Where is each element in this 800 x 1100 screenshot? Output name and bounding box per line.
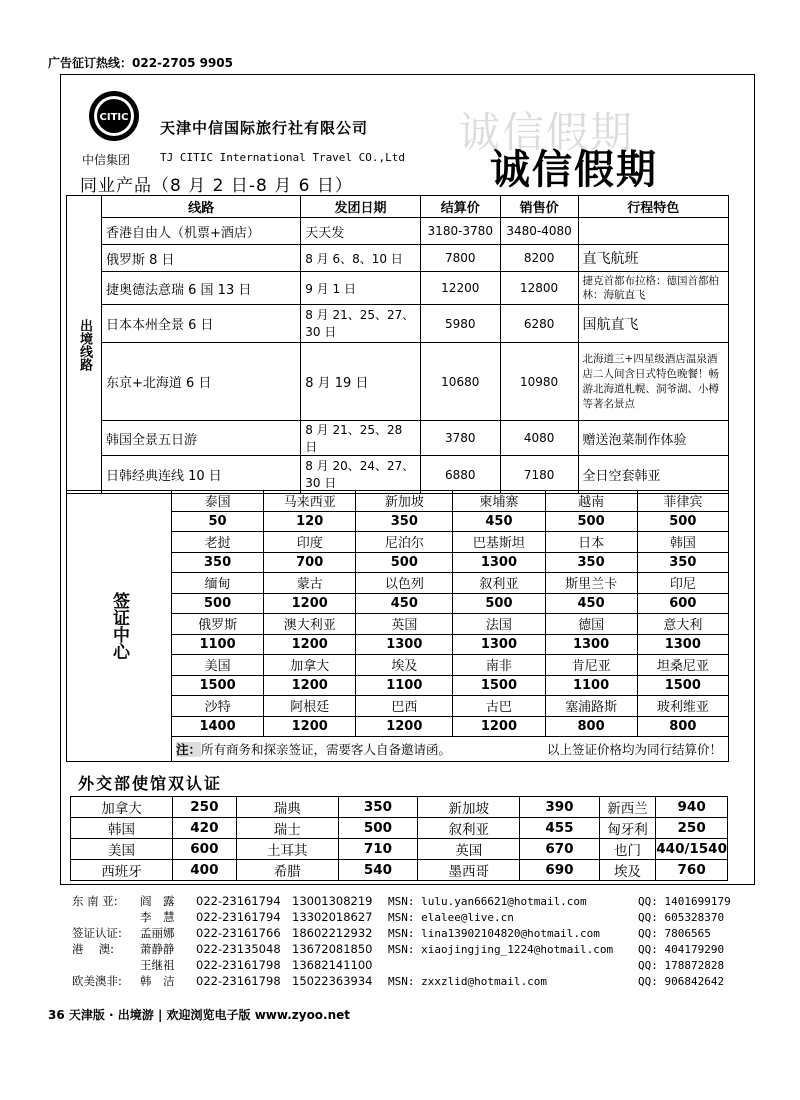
route-name: 香港自由人（机票+酒店） <box>102 218 301 245</box>
embassy-price: 540 <box>338 860 417 881</box>
visa-country: 肯尼亚 <box>545 655 637 676</box>
route-date: 8 月 19 日 <box>301 343 421 421</box>
route-name: 东京+北海道 6 日 <box>102 343 301 421</box>
visa-country: 英国 <box>356 614 453 635</box>
visa-price: 450 <box>545 593 637 614</box>
visa-country: 玻利维亚 <box>637 696 728 717</box>
visa-price: 800 <box>545 716 637 737</box>
embassy-price: 400 <box>173 860 237 881</box>
route-sale: 10980 <box>500 343 578 421</box>
visa-country: 老挝 <box>172 532 264 553</box>
embassy-price: 500 <box>338 818 417 839</box>
embassy-country: 新加坡 <box>418 797 520 818</box>
embassy-country: 韩国 <box>71 818 173 839</box>
route-feature: 捷克首都布拉格：德国首都柏林：海航直飞 <box>578 272 728 305</box>
contact-name: 韩 洁 <box>140 974 175 988</box>
contact-mobile: 13302018627 <box>292 910 373 924</box>
contact-msn: MSN: xiaojingjing_1224@hotmail.com <box>388 942 614 956</box>
visa-price: 500 <box>356 552 453 573</box>
contact-mobile: 15022363934 <box>292 974 373 988</box>
embassy-price: 760 <box>656 860 728 881</box>
contact-row <box>70 909 740 925</box>
route-sale: 3480-4080 <box>500 218 578 245</box>
contact-mobile: 13672081850 <box>292 942 373 956</box>
visa-price: 500 <box>453 593 545 614</box>
route-date: 天天发 <box>301 218 421 245</box>
col-header-settle: 结算价 <box>420 196 500 218</box>
embassy-country: 英国 <box>418 839 520 860</box>
embassy-price: 440/1540 <box>656 839 728 860</box>
contact-qq: QQ: 178872828 <box>638 958 725 972</box>
visa-price: 1200 <box>264 716 356 737</box>
company-name: 天津中信国际旅行社有限公司 <box>160 119 369 137</box>
contact-qq: QQ: 404179290 <box>638 942 725 956</box>
route-feature: 国航直飞 <box>578 305 728 343</box>
note-label: 注： <box>176 742 202 757</box>
visa-country: 德国 <box>545 614 637 635</box>
embassy-price: 690 <box>520 860 599 881</box>
contact-qq: QQ: 7806565 <box>638 926 711 940</box>
visa-country: 尼泊尔 <box>356 532 453 553</box>
route-name: 韩国全景五日游 <box>102 421 301 456</box>
brand-title: 诚信假期 <box>490 146 658 193</box>
contact-name: 萧静静 <box>140 942 175 956</box>
contact-msn: MSN: lina13902104820@hotmail.com <box>388 926 600 940</box>
embassy-price: 710 <box>338 839 417 860</box>
visa-country: 印度 <box>264 532 356 553</box>
contact-name: 孟丽娜 <box>140 926 175 940</box>
route-date: 8 月 6、8、10 日 <box>301 245 421 272</box>
visa-price: 500 <box>172 593 264 614</box>
visa-country: 马来西亚 <box>264 491 356 512</box>
col-header-route: 线路 <box>102 196 301 218</box>
route-settle: 10680 <box>420 343 500 421</box>
visa-country: 塞浦路斯 <box>545 696 637 717</box>
route-settle: 6880 <box>420 456 500 494</box>
route-sale: 7180 <box>500 456 578 494</box>
route-feature: 北海道三+四星级酒店温泉酒店二人间含日式特色晚餐！畅游北海道札幌、洞爷湖、小樽等著名景点 <box>578 343 728 421</box>
contact-phone: 022-23161794 <box>196 910 281 924</box>
routes-table <box>66 195 729 494</box>
contact-phone: 022-23135048 <box>196 942 281 956</box>
embassy-price: 600 <box>173 839 237 860</box>
contact-region <box>70 909 138 925</box>
embassy-country: 瑞士 <box>236 818 338 839</box>
brand-watermark: 诚信假期 <box>458 108 635 157</box>
contact-row <box>70 941 740 957</box>
contact-row <box>70 893 740 909</box>
table-row <box>67 305 729 343</box>
visa-country: 阿根廷 <box>264 696 356 717</box>
embassy-price: 940 <box>656 797 728 818</box>
visa-country: 美国 <box>172 655 264 676</box>
visa-price: 1200 <box>264 675 356 696</box>
contact-region: 港 澳: <box>72 942 115 956</box>
route-settle: 12200 <box>420 272 500 305</box>
visa-table <box>66 490 729 762</box>
table-row <box>71 797 728 818</box>
citic-logo-icon <box>88 90 140 142</box>
contact-name: 阎 露 <box>140 894 175 908</box>
visa-note-right: 以上签证价格均为同行结算价！ <box>546 742 722 757</box>
visa-price: 500 <box>637 511 728 532</box>
visa-country: 南非 <box>453 655 545 676</box>
visa-price: 1500 <box>637 675 728 696</box>
route-sale: 6280 <box>500 305 578 343</box>
route-feature <box>578 218 728 245</box>
embassy-price: 420 <box>173 818 237 839</box>
visa-price: 1200 <box>356 716 453 737</box>
visa-price: 1300 <box>637 634 728 655</box>
embassy-country: 瑞典 <box>236 797 338 818</box>
visa-country: 泰国 <box>172 491 264 512</box>
visa-price: 1100 <box>356 675 453 696</box>
visa-country: 柬埔寨 <box>453 491 545 512</box>
visa-section-label: 签证中心 <box>67 491 172 762</box>
embassy-country: 叙利亚 <box>418 818 520 839</box>
route-sale: 4080 <box>500 421 578 456</box>
group-name: 中信集团 <box>82 153 131 167</box>
contact-msn <box>386 957 636 973</box>
contact-name: 王继祖 <box>140 958 175 972</box>
visa-country: 新加坡 <box>356 491 453 512</box>
visa-price: 1300 <box>453 552 545 573</box>
contact-phone: 022-23161798 <box>196 974 281 988</box>
visa-note: 所有商务和探亲签证，需要客人自备邀请函。 <box>201 742 452 757</box>
contact-qq: QQ: 906842642 <box>638 974 725 988</box>
table-row <box>71 818 728 839</box>
route-name: 日本本州全景 6 日 <box>102 305 301 343</box>
table-row <box>71 860 728 881</box>
visa-price: 1300 <box>545 634 637 655</box>
contact-mobile: 13001308219 <box>292 894 373 908</box>
visa-price: 450 <box>453 511 545 532</box>
embassy-country: 美国 <box>71 839 173 860</box>
route-settle: 3780 <box>420 421 500 456</box>
contacts-table <box>70 893 740 989</box>
logo-text: CITIC <box>99 112 129 123</box>
contact-msn: MSN: lulu.yan66621@hotmail.com <box>388 894 587 908</box>
col-header-date: 发团日期 <box>301 196 421 218</box>
embassy-country: 加拿大 <box>71 797 173 818</box>
visa-price: 1400 <box>172 716 264 737</box>
contact-row <box>70 925 740 941</box>
table-row <box>67 245 729 272</box>
embassy-country: 希腊 <box>236 860 338 881</box>
visa-country: 沙特 <box>172 696 264 717</box>
embassy-country: 也门 <box>599 839 656 860</box>
visa-country: 以色列 <box>356 573 453 594</box>
visa-price: 350 <box>172 552 264 573</box>
contact-mobile: 18602212932 <box>292 926 373 940</box>
contact-row <box>70 973 740 989</box>
table-row <box>67 421 729 456</box>
visa-country: 日本 <box>545 532 637 553</box>
embassy-country: 新西兰 <box>599 797 656 818</box>
route-sale: 8200 <box>500 245 578 272</box>
visa-country: 印尼 <box>637 573 728 594</box>
embassy-price: 670 <box>520 839 599 860</box>
contact-name: 李 慧 <box>140 910 175 924</box>
contact-phone: 022-23161766 <box>196 926 281 940</box>
visa-price: 500 <box>545 511 637 532</box>
ad-hotline: 广告征订热线：022-2705 9905 <box>48 56 234 70</box>
embassy-price: 250 <box>173 797 237 818</box>
contact-region: 欧美澳非: <box>72 974 122 988</box>
contact-region: 东 南 亚: <box>72 894 118 908</box>
embassy-price: 390 <box>520 797 599 818</box>
contact-phone: 022-23161798 <box>196 958 281 972</box>
visa-price: 1100 <box>545 675 637 696</box>
route-date: 8 月 21、25、27、30 日 <box>301 305 421 343</box>
table-row <box>67 343 729 421</box>
visa-country: 加拿大 <box>264 655 356 676</box>
table-row <box>67 218 729 245</box>
visa-country: 韩国 <box>637 532 728 553</box>
contact-row <box>70 957 740 973</box>
table-row <box>67 456 729 494</box>
visa-price: 1300 <box>356 634 453 655</box>
visa-country: 越南 <box>545 491 637 512</box>
table-row <box>67 491 729 512</box>
visa-price: 1300 <box>453 634 545 655</box>
embassy-price: 350 <box>338 797 417 818</box>
route-settle: 7800 <box>420 245 500 272</box>
contact-msn: MSN: elalee@live.cn <box>388 910 514 924</box>
visa-country: 菲律宾 <box>637 491 728 512</box>
route-name: 捷奥德法意瑞 6 国 13 日 <box>102 272 301 305</box>
route-feature: 全日空套韩亚 <box>578 456 728 494</box>
routes-section-label: 出境线路 <box>67 196 102 494</box>
contact-qq: QQ: 605328370 <box>638 910 725 924</box>
embassy-country: 墨西哥 <box>418 860 520 881</box>
visa-country: 叙利亚 <box>453 573 545 594</box>
visa-country: 斯里兰卡 <box>545 573 637 594</box>
visa-country: 古巴 <box>453 696 545 717</box>
visa-price: 800 <box>637 716 728 737</box>
contact-mobile: 13682141100 <box>292 958 373 972</box>
visa-price: 350 <box>356 511 453 532</box>
embassy-country: 匈牙利 <box>599 818 656 839</box>
visa-country: 坦桑尼亚 <box>637 655 728 676</box>
visa-country: 缅甸 <box>172 573 264 594</box>
visa-country: 蒙古 <box>264 573 356 594</box>
embassy-price: 455 <box>520 818 599 839</box>
visa-price: 450 <box>356 593 453 614</box>
visa-price: 1200 <box>264 634 356 655</box>
visa-price: 50 <box>172 511 264 532</box>
route-settle: 3180-3780 <box>420 218 500 245</box>
product-period: 同业产品（8 月 2 日-8 月 6 日） <box>80 176 353 196</box>
route-name: 日韩经典连线 10 日 <box>102 456 301 494</box>
visa-price: 1500 <box>172 675 264 696</box>
embassy-title: 外交部使馆双认证 <box>78 774 223 793</box>
route-feature: 赠送泡菜制作体验 <box>578 421 728 456</box>
visa-price: 120 <box>264 511 356 532</box>
visa-country: 意大利 <box>637 614 728 635</box>
route-date: 8 月 21、25、28 日 <box>301 421 421 456</box>
visa-country: 巴西 <box>356 696 453 717</box>
visa-price: 700 <box>264 552 356 573</box>
visa-price: 1200 <box>453 716 545 737</box>
embassy-country: 土耳其 <box>236 839 338 860</box>
visa-price: 1500 <box>453 675 545 696</box>
embassy-country: 埃及 <box>599 860 656 881</box>
visa-country: 巴基斯坦 <box>453 532 545 553</box>
embassy-price: 250 <box>656 818 728 839</box>
visa-price: 350 <box>637 552 728 573</box>
visa-country: 澳大利亚 <box>264 614 356 635</box>
table-row <box>71 839 728 860</box>
route-settle: 5980 <box>420 305 500 343</box>
route-sale: 12800 <box>500 272 578 305</box>
col-header-feature: 行程特色 <box>578 196 728 218</box>
route-name: 俄罗斯 8 日 <box>102 245 301 272</box>
contact-phone: 022-23161794 <box>196 894 281 908</box>
table-row <box>67 272 729 305</box>
route-date: 8 月 20、24、27、30 日 <box>301 456 421 494</box>
contact-region: 签证认证: <box>72 926 122 940</box>
contact-region <box>70 957 138 973</box>
contact-msn: MSN: zxxzlid@hotmail.com <box>388 974 547 988</box>
visa-price: 1200 <box>264 593 356 614</box>
route-feature: 直飞航班 <box>578 245 728 272</box>
visa-country: 俄罗斯 <box>172 614 264 635</box>
route-date: 9 月 1 日 <box>301 272 421 305</box>
visa-price: 1100 <box>172 634 264 655</box>
col-header-sale: 销售价 <box>500 196 578 218</box>
visa-price: 600 <box>637 593 728 614</box>
english-company-name: TJ CITIC International Travel CO.,Ltd <box>160 151 406 164</box>
visa-country: 法国 <box>453 614 545 635</box>
contact-qq: QQ: 1401699179 <box>638 894 731 908</box>
embassy-table <box>70 796 728 881</box>
visa-price: 350 <box>545 552 637 573</box>
embassy-country: 西班牙 <box>71 860 173 881</box>
visa-country: 埃及 <box>356 655 453 676</box>
page-footer: 36 天津版 · 出境游 | 欢迎浏览电子版 www.zyoo.net <box>48 1008 351 1022</box>
